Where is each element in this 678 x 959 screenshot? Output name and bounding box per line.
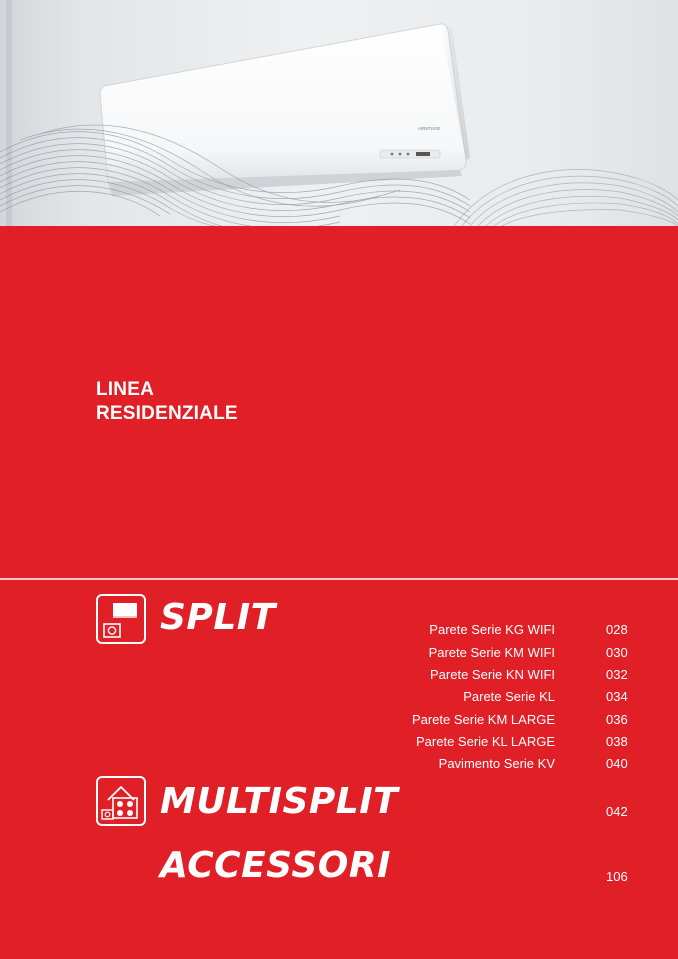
toc-item-page[interactable]: 028 bbox=[606, 622, 628, 637]
accessori-page[interactable]: 106 bbox=[606, 869, 628, 884]
heading-line-1: LINEA bbox=[96, 379, 154, 400]
toc-item-name[interactable]: Parete Serie KG WIFI bbox=[429, 622, 555, 637]
multisplit-page[interactable]: 042 bbox=[606, 804, 628, 819]
air-conditioner-illustration bbox=[0, 0, 678, 226]
section-heading bbox=[96, 378, 238, 426]
accessori-title: ACCESSORI bbox=[160, 845, 391, 886]
divider bbox=[0, 578, 678, 580]
toc-item-name[interactable]: Parete Serie KM LARGE bbox=[411, 712, 555, 727]
split-unit-icon bbox=[96, 594, 146, 644]
toc-item-name[interactable]: Pavimento Serie KV bbox=[438, 756, 555, 771]
toc-item-page[interactable]: 034 bbox=[606, 689, 628, 704]
toc-item-name[interactable]: Parete Serie KL LARGE bbox=[416, 734, 555, 749]
heading-line-2: RESIDENZIALE bbox=[96, 403, 238, 424]
toc-item-name[interactable]: Parete Serie KM WIFI bbox=[428, 645, 555, 660]
toc-item-name[interactable]: Parete Serie KL bbox=[463, 689, 555, 704]
multisplit-title: MULTISPLIT bbox=[160, 781, 399, 822]
hero-photo bbox=[0, 0, 678, 226]
split-title: SPLIT bbox=[160, 597, 276, 638]
toc-item-page[interactable]: 032 bbox=[606, 667, 628, 682]
multisplit-unit-icon bbox=[96, 776, 146, 826]
brand-label: AIRSTAGE bbox=[418, 126, 441, 131]
toc-item-page[interactable]: 038 bbox=[606, 734, 628, 749]
toc-item-page[interactable]: 030 bbox=[606, 645, 628, 660]
toc-item-page[interactable]: 040 bbox=[606, 756, 628, 771]
toc-item-name[interactable]: Parete Serie KN WIFI bbox=[430, 667, 555, 682]
toc-item-page[interactable]: 036 bbox=[606, 712, 628, 727]
